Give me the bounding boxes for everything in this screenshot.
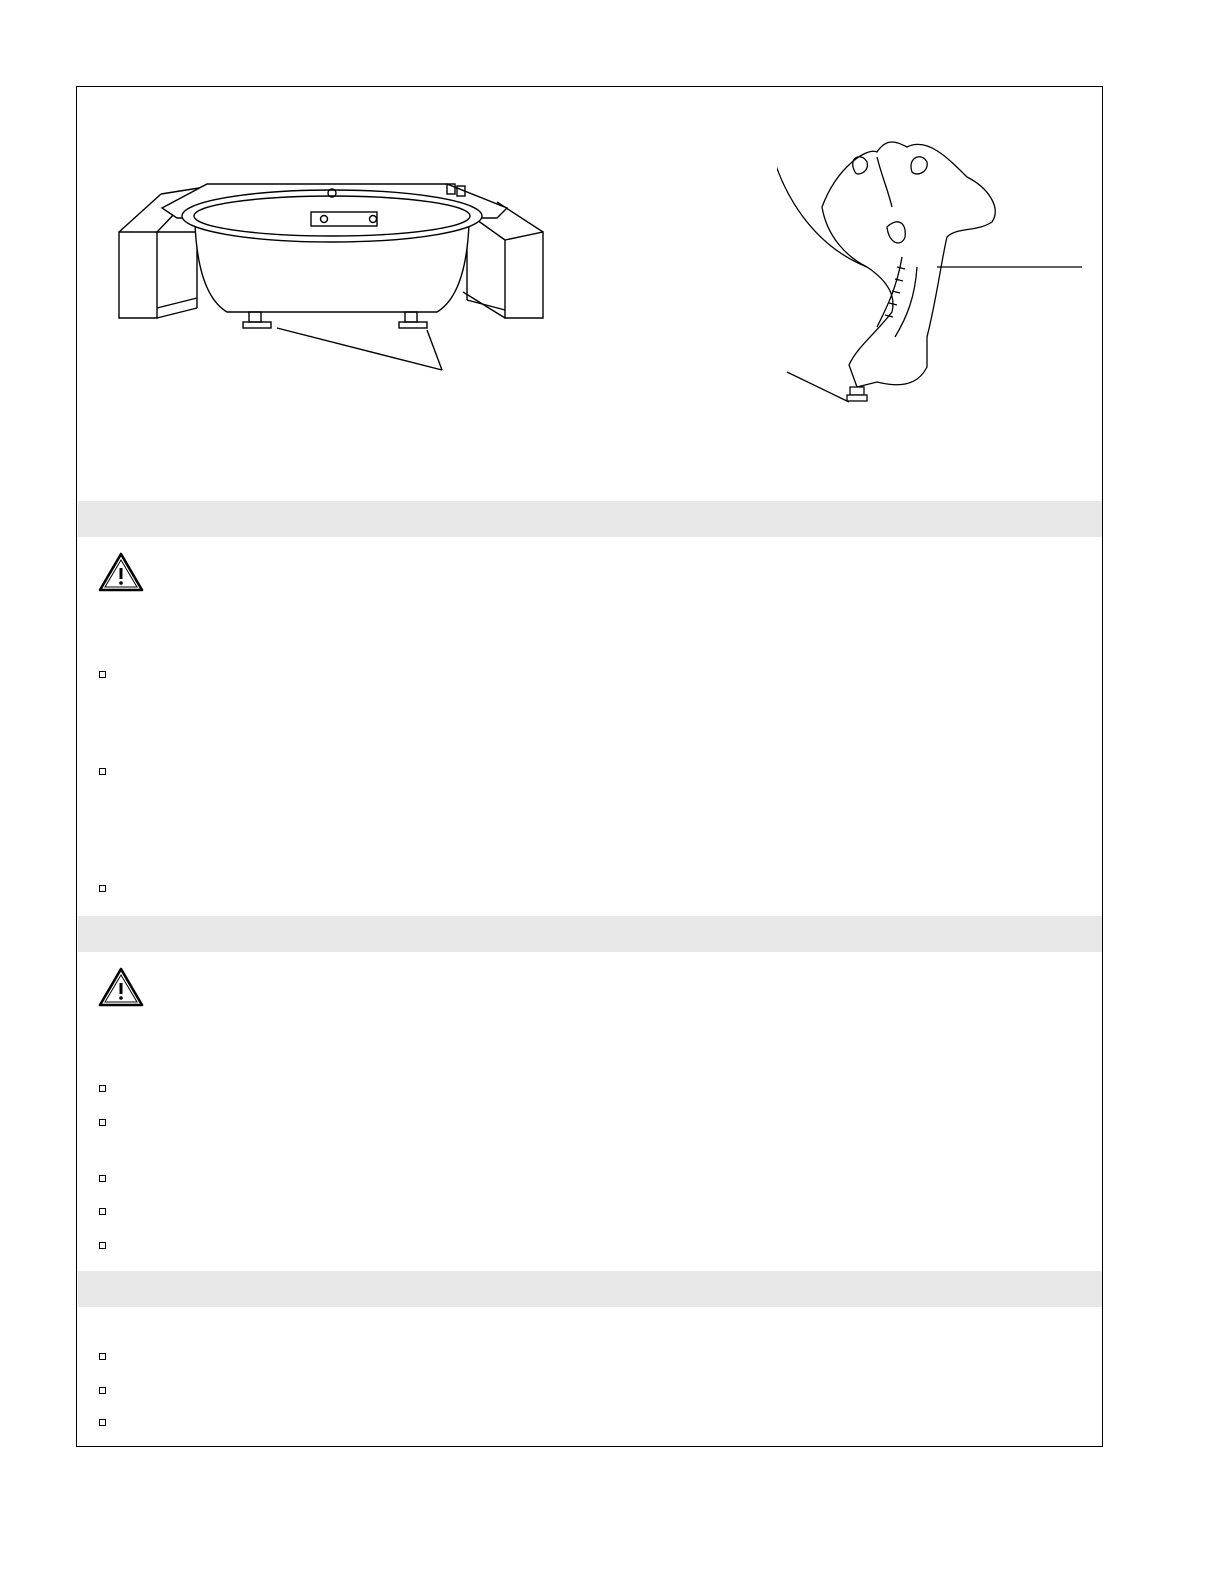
bathtub-illustration — [117, 180, 587, 380]
section-header-band — [78, 916, 1102, 952]
checklist-checkbox[interactable] — [99, 1419, 106, 1426]
checklist-checkbox[interactable] — [99, 768, 106, 775]
checklist-checkbox[interactable] — [99, 1119, 106, 1126]
checklist-checkbox[interactable] — [99, 1387, 106, 1394]
warning-triangle-icon — [98, 551, 144, 593]
checklist-checkbox[interactable] — [99, 885, 106, 892]
checklist-checkbox[interactable] — [99, 671, 106, 678]
section-header-band — [78, 501, 1102, 537]
checklist-checkbox[interactable] — [99, 1242, 106, 1249]
warning-triangle-icon — [98, 966, 144, 1008]
checklist-checkbox[interactable] — [99, 1208, 106, 1215]
page-frame — [76, 86, 1103, 1447]
checklist-checkbox[interactable] — [99, 1175, 106, 1182]
section-header-band — [78, 1271, 1102, 1307]
checklist-checkbox[interactable] — [99, 1085, 106, 1092]
claw-foot-illustration — [777, 117, 1087, 427]
checklist-checkbox[interactable] — [99, 1353, 106, 1360]
